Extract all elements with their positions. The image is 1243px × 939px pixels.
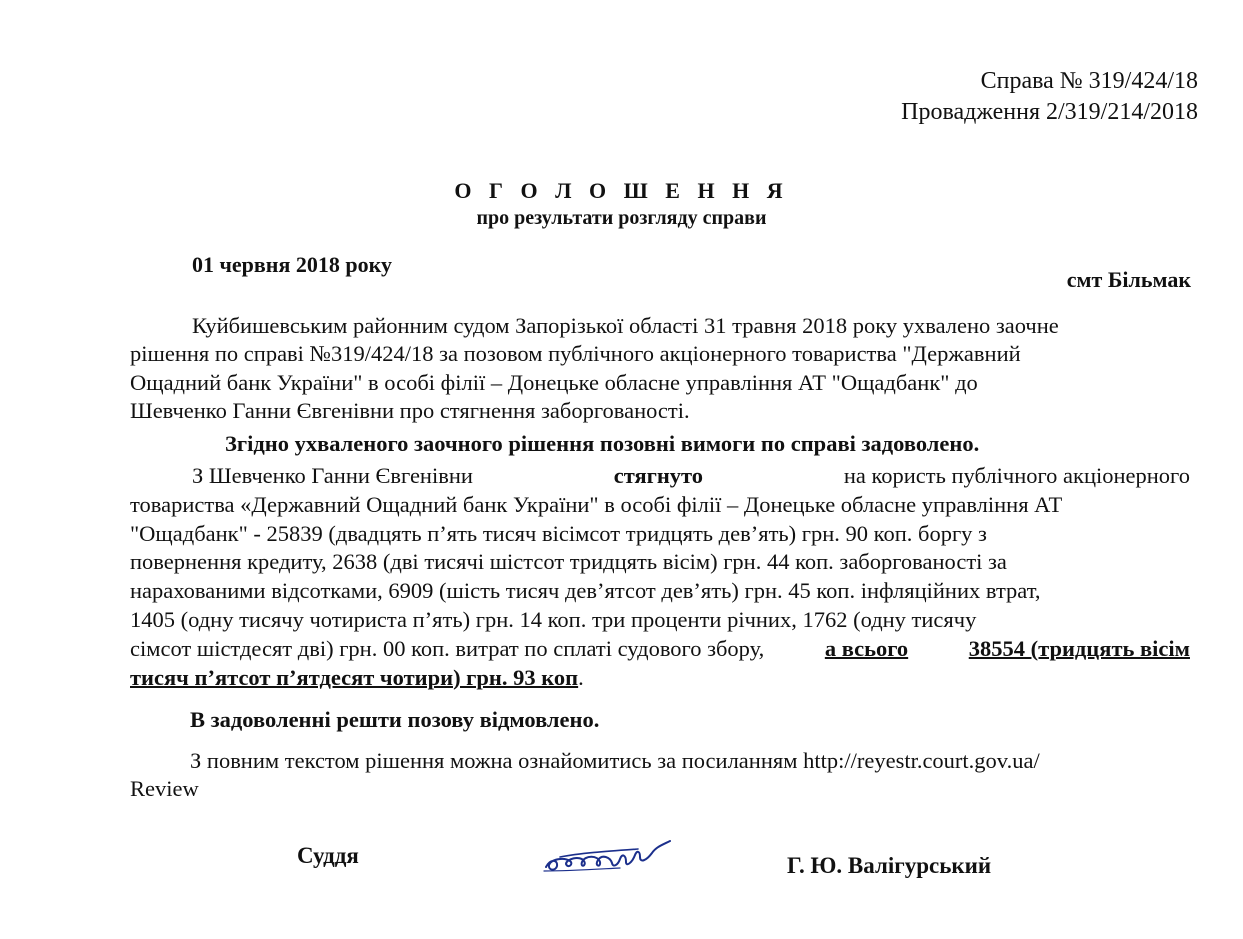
paragraph3-line8: тисяч п’ятсот п’ятдесят чотири) грн. 93 коп . [130, 665, 584, 690]
case-number: Справа № 319/424/18 [980, 68, 1198, 94]
document-place: смт Більмак [1066, 267, 1191, 292]
paragraph3-line: товариства «Державний Ощадний банк України" в особі філії – Донецьке обласне управління АТ [130, 492, 1063, 517]
paragraph3-line: нарахованими відсотками, 6909 (шість тисяч дев’ятсот дев’ять) грн. 45 коп. інфляційних втрат, [130, 578, 1041, 603]
paragraph3-line: "Ощадбанк" - 25839 (двадцять п’ять тисяч вісімсот тридцять дев’ять) грн. 90 коп. боргу з [130, 521, 987, 546]
total-label: а всього [824, 636, 909, 661]
judge-role: Суддя [297, 843, 359, 868]
paragraph1-line: Куйбишевським районним судом Запорізької області 31 травня 2018 року ухвалено заочне [192, 313, 1059, 338]
paragraph5-line2: Review [130, 776, 199, 801]
handwritten-signature [540, 835, 675, 880]
proceeding-number: Провадження 2/319/214/2018 [901, 99, 1198, 125]
paragraph3-line: повернення кредиту, 2638 (дві тисячі шістсот тридцять вісім) грн. 44 коп. заборгованості за [130, 549, 1007, 574]
paragraph4: В задоволенні решти позову відмовлено. [190, 707, 600, 732]
paragraph1-line: Шевченко Ганни Євгенівни про стягнення заборгованості. [130, 398, 690, 423]
document-subtitle: про результати розгляду справи [476, 207, 767, 229]
paragraph3-line: 1405 (одну тисячу чотириста п’ять) грн. 14 коп. три проценти річних, 1762 (одну тисячу [130, 607, 977, 632]
paragraph1-line: Ощадний банк України" в особі філії – Донецьке обласне управління АТ "Ощадбанк" до [130, 370, 978, 395]
judge-name: Г. Ю. Валігурський [787, 853, 992, 878]
paragraph3-line7: сімсот шістдесят дві) грн. 00 коп. витрат по сплаті судового збору, а всього 38554 (тридцять вісім [130, 636, 1190, 661]
document-date: 01 червня 2018 року [192, 252, 392, 277]
document-title: О Г О Л О Ш Е Н Н Я [454, 178, 789, 203]
total-value-continued: тисяч п’ятсот п’ятдесят чотири) грн. 93 коп [130, 665, 579, 690]
paragraph1-line: рішення по справі №319/424/18 за позовом публічного акціонерного товариства "Державний [130, 341, 1021, 366]
paragraph2: Згідно ухваленого заочного рішення позовні вимоги по справі задоволено. [225, 431, 980, 456]
paragraph3-line1: З Шевченко Ганни Євгенівни стягнуто на користь публічного акціонерного [192, 463, 1190, 488]
paragraph5-line1: З повним текстом рішення можна ознайомитись за посиланням http://reyestr.court.gov.ua/ [190, 748, 1040, 773]
total-value: 38554 (тридцять вісім [968, 636, 1190, 661]
